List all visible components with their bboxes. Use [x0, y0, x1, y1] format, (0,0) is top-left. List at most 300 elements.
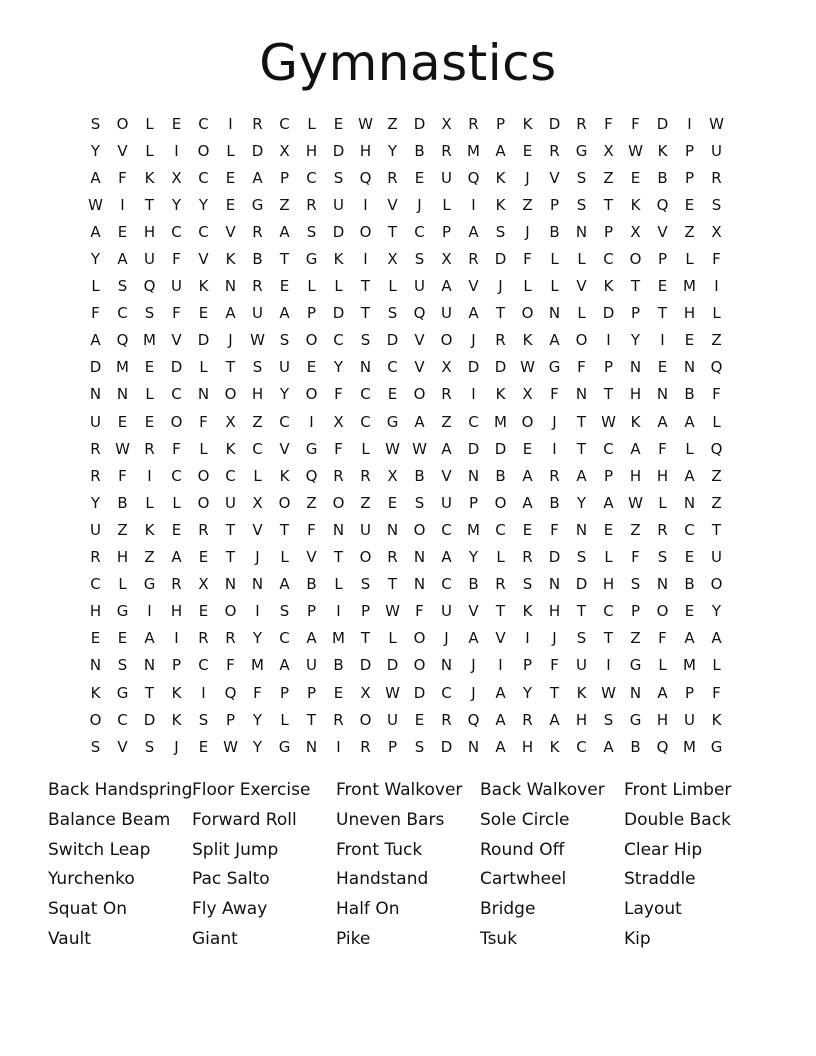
grid-letter: A [711, 629, 722, 648]
grid-letter: W [223, 737, 238, 756]
grid-letter: H [359, 141, 372, 160]
grid-letter: Y [522, 683, 533, 702]
grid-letter: D [197, 331, 210, 350]
grid-letter: A [468, 304, 479, 323]
grid-letter: L [712, 412, 721, 431]
grid-letter: Q [656, 737, 669, 756]
word-list-item: Clear Hip [624, 839, 703, 860]
grid-letter: V [171, 331, 182, 350]
grid-letter: D [89, 358, 102, 377]
grid-letter: J [444, 629, 449, 648]
grid-letter: K [603, 277, 614, 296]
grid-letter: E [198, 602, 209, 621]
grid-letter: W [412, 439, 427, 458]
grid-letter: Y [90, 493, 101, 512]
grid-letter: C [360, 412, 371, 431]
grid-letter: O [413, 520, 426, 539]
grid-letter: N [413, 548, 426, 567]
grid-letter: P [684, 683, 695, 702]
grid-letter: S [414, 493, 425, 512]
grid-letter: L [145, 114, 154, 133]
grid-letter: V [198, 250, 209, 269]
grid-letter: T [495, 304, 506, 323]
grid-letter: W [628, 493, 643, 512]
grid-letter: E [198, 304, 209, 323]
grid-letter: T [603, 629, 614, 648]
grid-letter: Y [468, 548, 479, 567]
grid-letter: R [333, 710, 344, 729]
grid-letter: N [359, 358, 372, 377]
grid-letter: E [279, 277, 290, 296]
grid-letter: W [520, 358, 535, 377]
grid-letter: Z [441, 412, 452, 431]
grid-letter: E [198, 737, 209, 756]
grid-letter: D [440, 737, 453, 756]
grid-letter: O [197, 493, 210, 512]
grid-letter: R [252, 114, 263, 133]
grid-letter: P [603, 222, 614, 241]
grid-letter: A [279, 222, 290, 241]
grid-letter: R [495, 575, 506, 594]
grid-letter: F [118, 466, 127, 485]
grid-letter: I [498, 656, 503, 675]
grid-letter: E [90, 629, 101, 648]
grid-letter: A [279, 304, 290, 323]
grid-letter: N [548, 575, 561, 594]
grid-letter: L [550, 277, 559, 296]
grid-letter: F [631, 114, 640, 133]
grid-letter: L [550, 250, 559, 269]
word-list-item: Cartwheel [480, 869, 567, 890]
grid-letter: E [144, 358, 155, 377]
grid-letter: L [280, 710, 289, 729]
grid-letter: S [603, 710, 614, 729]
grid-letter: Q [143, 277, 156, 296]
grid-letter: O [629, 250, 642, 269]
grid-letter: P [684, 168, 695, 187]
grid-letter: R [171, 575, 182, 594]
grid-letter: V [252, 520, 263, 539]
grid-letter: R [441, 710, 452, 729]
grid-letter: L [199, 358, 208, 377]
grid-letter: P [171, 656, 182, 675]
grid-letter: A [306, 629, 317, 648]
word-list-item: Front Walkover [336, 780, 463, 800]
grid-letter: L [577, 304, 586, 323]
grid-letter: U [252, 304, 263, 323]
grid-letter: D [548, 114, 561, 133]
grid-letter: E [198, 548, 209, 567]
grid-letter: T [279, 250, 290, 269]
grid-letter: A [90, 168, 101, 187]
grid-letter: H [251, 385, 264, 404]
grid-letter: U [225, 493, 236, 512]
grid-letter: N [89, 385, 102, 404]
word-list-item: Half On [336, 899, 400, 920]
grid-letter: A [549, 331, 560, 350]
grid-letter: A [684, 629, 695, 648]
word-list-item: Sole Circle [480, 809, 570, 830]
grid-letter: P [306, 683, 317, 702]
grid-letter: Q [224, 683, 237, 702]
grid-letter: J [471, 331, 476, 350]
grid-letter: S [360, 331, 371, 350]
grid-letter: I [552, 439, 557, 458]
grid-letter: D [143, 710, 156, 729]
grid-letter: E [630, 168, 641, 187]
grid-letter: K [495, 168, 506, 187]
grid-letter: L [442, 195, 451, 214]
grid-letter: K [522, 602, 533, 621]
grid-letter: L [172, 493, 181, 512]
grid-letter: J [552, 412, 557, 431]
grid-letter: C [252, 439, 263, 458]
grid-letter: D [494, 250, 507, 269]
grid-letter: I [228, 114, 233, 133]
grid-letter: S [360, 575, 371, 594]
grid-letter: T [144, 195, 155, 214]
grid-letter: A [144, 629, 155, 648]
grid-letter: S [333, 168, 344, 187]
grid-letter: C [684, 520, 695, 539]
grid-letter: C [198, 222, 209, 241]
grid-letter: C [171, 466, 182, 485]
grid-letter: D [656, 114, 669, 133]
grid-letter: J [471, 683, 476, 702]
grid-letter: B [414, 466, 425, 485]
grid-letter: A [603, 737, 614, 756]
grid-letter: A [441, 277, 452, 296]
grid-letter: E [414, 710, 425, 729]
grid-letter: K [171, 683, 182, 702]
grid-letter: T [360, 304, 371, 323]
grid-letter: K [225, 439, 236, 458]
grid-letter: Z [360, 493, 371, 512]
grid-letter: C [603, 439, 614, 458]
grid-letter: R [252, 222, 263, 241]
grid-letter: D [386, 656, 399, 675]
grid-letter: I [660, 331, 665, 350]
word-list-item: Giant [192, 928, 238, 949]
grid-letter: A [468, 222, 479, 241]
grid-letter: O [224, 385, 237, 404]
grid-letter: B [684, 385, 695, 404]
grid-letter: Y [576, 493, 587, 512]
grid-letter: C [576, 737, 587, 756]
grid-letter: T [225, 358, 236, 377]
grid-letter: J [174, 737, 179, 756]
grid-letter: S [711, 195, 722, 214]
grid-letter: N [467, 737, 480, 756]
grid-letter: R [90, 466, 101, 485]
grid-letter: B [549, 493, 560, 512]
word-list-item: Vault [48, 928, 91, 949]
grid-letter: O [575, 331, 588, 350]
grid-letter: I [147, 602, 152, 621]
grid-letter: Q [467, 168, 480, 187]
grid-letter: K [144, 520, 155, 539]
grid-letter: L [712, 304, 721, 323]
grid-letter: F [631, 548, 640, 567]
grid-letter: E [306, 358, 317, 377]
word-list-item: Forward Roll [192, 809, 297, 830]
grid-letter: F [334, 439, 343, 458]
grid-letter: O [413, 629, 426, 648]
grid-letter: F [199, 412, 208, 431]
grid-letter: S [576, 548, 587, 567]
grid-letter: H [170, 602, 183, 621]
grid-letter: I [147, 466, 152, 485]
grid-letter: K [495, 385, 506, 404]
grid-letter: C [333, 331, 344, 350]
grid-letter: F [712, 683, 721, 702]
grid-letter: U [306, 656, 317, 675]
grid-letter: M [116, 358, 129, 377]
grid-letter: I [255, 602, 260, 621]
grid-letter: I [336, 737, 341, 756]
grid-letter: U [333, 195, 344, 214]
grid-letter: P [279, 168, 290, 187]
grid-letter: K [279, 466, 290, 485]
grid-letter: S [522, 575, 533, 594]
grid-letter: T [279, 520, 290, 539]
grid-letter: B [306, 575, 317, 594]
grid-letter: A [279, 575, 290, 594]
grid-letter: O [359, 710, 372, 729]
word-list-item: Tsuk [480, 928, 518, 949]
grid-letter: N [332, 520, 345, 539]
grid-letter: F [604, 114, 613, 133]
grid-letter: R [468, 114, 479, 133]
grid-letter: A [630, 439, 641, 458]
grid-letter: S [198, 710, 209, 729]
grid-letter: K [522, 331, 533, 350]
grid-letter: N [89, 656, 102, 675]
grid-letter: H [116, 548, 129, 567]
grid-letter: T [657, 304, 668, 323]
grid-letter: M [683, 656, 696, 675]
word-list-item: Switch Leap [48, 839, 151, 860]
grid-letter: E [333, 683, 344, 702]
grid-letter: X [252, 493, 263, 512]
grid-letter: E [684, 331, 695, 350]
word-list-item: Bridge [480, 899, 536, 920]
grid-letter: U [387, 710, 398, 729]
grid-letter: U [360, 520, 371, 539]
grid-letter: N [629, 358, 642, 377]
grid-letter: N [386, 520, 399, 539]
grid-letter: D [251, 141, 264, 160]
grid-letter: I [336, 602, 341, 621]
grid-letter: G [305, 250, 318, 269]
page-title: Gymnastics [259, 34, 557, 92]
grid-letter: R [198, 520, 209, 539]
grid-letter: X [279, 141, 290, 160]
grid-letter: U [441, 168, 452, 187]
grid-letter: D [494, 358, 507, 377]
grid-letter: T [576, 412, 587, 431]
grid-letter: J [228, 331, 233, 350]
grid-letter: P [306, 304, 317, 323]
grid-letter: L [712, 656, 721, 675]
grid-letter: D [170, 358, 183, 377]
grid-letter: O [413, 656, 426, 675]
grid-letter: R [90, 548, 101, 567]
grid-letter: F [172, 250, 181, 269]
grid-letter: G [278, 737, 291, 756]
grid-letter: E [603, 520, 614, 539]
grid-letter: V [414, 331, 425, 350]
grid-letter: H [602, 575, 615, 594]
grid-letter: C [495, 520, 506, 539]
grid-letter: Y [279, 385, 290, 404]
grid-letter: M [332, 629, 345, 648]
grid-letter: S [387, 304, 398, 323]
grid-letter: A [549, 710, 560, 729]
grid-letter: E [657, 358, 668, 377]
grid-letter: K [630, 195, 641, 214]
grid-letter: F [91, 304, 100, 323]
grid-letter: G [710, 737, 723, 756]
grid-letter: G [143, 575, 156, 594]
grid-letter: W [385, 439, 400, 458]
grid-letter: N [656, 575, 669, 594]
grid-letter: V [387, 195, 398, 214]
grid-letter: D [413, 683, 426, 702]
grid-letter: O [305, 331, 318, 350]
grid-letter: C [441, 683, 452, 702]
grid-letter: L [307, 277, 316, 296]
grid-letter: J [471, 656, 476, 675]
grid-letter: N [143, 656, 156, 675]
grid-letter: A [171, 548, 182, 567]
grid-letter: W [601, 412, 616, 431]
grid-letter: V [576, 277, 587, 296]
grid-letter: E [522, 520, 533, 539]
grid-letter: N [467, 466, 480, 485]
grid-letter: A [495, 141, 506, 160]
grid-letter: S [279, 602, 290, 621]
grid-letter: C [225, 466, 236, 485]
grid-letter: M [683, 737, 696, 756]
grid-letter: N [683, 358, 696, 377]
grid-letter: L [199, 439, 208, 458]
grid-letter: I [687, 114, 692, 133]
grid-letter: R [522, 710, 533, 729]
grid-letter: I [606, 331, 611, 350]
grid-letter: U [576, 656, 587, 675]
grid-letter: C [306, 168, 317, 187]
grid-letter: X [603, 141, 614, 160]
grid-letter: C [360, 385, 371, 404]
grid-letter: M [467, 520, 480, 539]
grid-letter: L [361, 439, 370, 458]
grid-letter: W [709, 114, 724, 133]
grid-letter: J [552, 629, 557, 648]
grid-letter: P [279, 683, 290, 702]
grid-letter: E [684, 602, 695, 621]
grid-letter: L [658, 656, 667, 675]
grid-letter: Z [711, 466, 722, 485]
grid-letter: A [495, 737, 506, 756]
grid-letter: C [279, 629, 290, 648]
grid-letter: O [197, 141, 210, 160]
grid-letter: H [548, 602, 561, 621]
grid-letter: B [684, 575, 695, 594]
grid-letter: O [359, 548, 372, 567]
word-list-item: Front Tuck [336, 839, 423, 860]
grid-letter: Z [144, 548, 155, 567]
word-list-item: Kip [624, 928, 651, 949]
grid-letter: I [714, 277, 719, 296]
grid-letter: M [251, 656, 264, 675]
grid-letter: M [683, 277, 696, 296]
grid-letter: U [711, 548, 722, 567]
grid-letter: Z [306, 493, 317, 512]
grid-letter: Y [90, 141, 101, 160]
grid-letter: X [387, 250, 398, 269]
grid-letter: E [117, 222, 128, 241]
grid-letter: G [116, 683, 129, 702]
grid-letter: D [332, 222, 345, 241]
grid-letter: O [440, 331, 453, 350]
grid-letter: C [117, 710, 128, 729]
grid-letter: N [413, 575, 426, 594]
grid-letter: L [145, 385, 154, 404]
grid-letter: K [495, 195, 506, 214]
grid-letter: Z [711, 493, 722, 512]
grid-letter: S [657, 548, 668, 567]
grid-letter: F [712, 385, 721, 404]
grid-letter: F [658, 629, 667, 648]
grid-letter: U [171, 277, 182, 296]
grid-letter: A [603, 493, 614, 512]
grid-letter: H [656, 710, 669, 729]
grid-letter: V [657, 222, 668, 241]
grid-letter: D [467, 358, 480, 377]
grid-letter: T [144, 683, 155, 702]
grid-letter: A [468, 629, 479, 648]
grid-letter: D [413, 114, 426, 133]
grid-letter: Y [171, 195, 182, 214]
word-list-item: Yurchenko [48, 869, 135, 890]
grid-letter: F [550, 520, 559, 539]
grid-letter: Q [116, 331, 129, 350]
grid-letter: L [577, 250, 586, 269]
grid-letter: C [90, 575, 101, 594]
grid-letter: R [333, 466, 344, 485]
word-list-item: Round Off [480, 839, 565, 860]
grid-letter: Z [630, 520, 641, 539]
grid-letter: X [441, 358, 452, 377]
grid-letter: Q [305, 466, 318, 485]
grid-letter: L [280, 548, 289, 567]
grid-letter: O [197, 466, 210, 485]
grid-letter: Z [117, 520, 128, 539]
grid-letter: C [171, 222, 182, 241]
grid-letter: N [575, 520, 588, 539]
grid-letter: V [414, 358, 425, 377]
grid-letter: T [360, 277, 371, 296]
grid-letter: E [225, 168, 236, 187]
grid-letter: P [603, 358, 614, 377]
grid-letter: E [144, 412, 155, 431]
grid-letter: B [333, 656, 344, 675]
grid-letter: W [115, 439, 130, 458]
grid-letter: H [143, 222, 156, 241]
grid-letter: W [358, 114, 373, 133]
grid-letter: D [359, 656, 372, 675]
